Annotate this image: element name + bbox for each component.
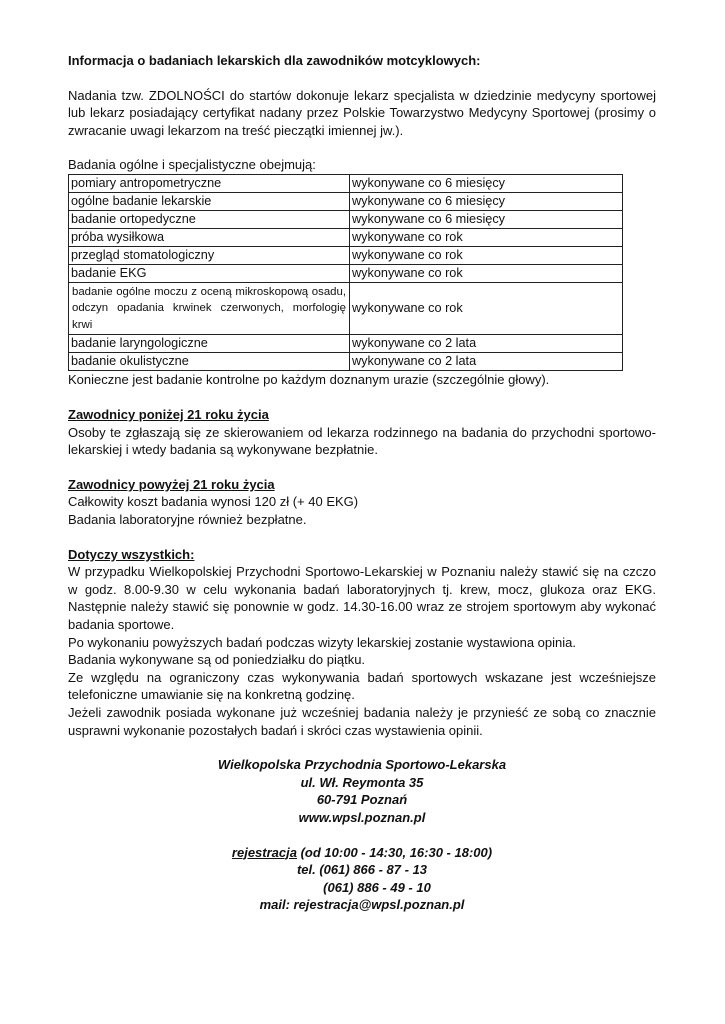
exam-frequency: wykonywane co 2 lata — [350, 335, 623, 353]
page-title: Informacja o badaniach lekarskich dla zawodników motcyklowych: — [68, 53, 481, 68]
all-heading: Dotyczy wszystkich: — [68, 546, 195, 562]
exam-name: badanie ogólne moczu z oceną mikroskopową osadu, odczyn opadania krwinek czerwonych, morfologię krwi — [69, 282, 350, 335]
registration-line — [68, 844, 656, 862]
exam-frequency: wykonywane co 6 miesięcy — [350, 174, 623, 192]
exam-name: badanie ortopedyczne — [69, 210, 350, 228]
clinic-street: ul. Wł. Reymonta 35 — [300, 774, 424, 790]
under21-section — [68, 406, 656, 459]
exams-table — [68, 174, 623, 372]
clinic-city: 60-791 Poznań — [316, 792, 408, 808]
table-row — [69, 174, 623, 192]
clinic-website[interactable]: www.wpsl.poznan.pl — [298, 809, 426, 825]
exam-name: ogólne badanie lekarskie — [69, 192, 350, 210]
clinic-name: Wielkopolska Przychodnia Sportowo-Lekarska — [217, 757, 507, 773]
under21-text: Osoby te zgłaszają się ze skierowaniem od lekarza rodzinnego na badania do przychodni sportowo-lekarskiej i wtedy badania są wykonywane bezpłatnie. — [68, 424, 656, 458]
intro-paragraph: Nadania tzw. ZDOLNOŚCI do startów dokonuje lekarz specjalista w dziedzinie medycyny sportowej lub lekarz posiadający certyfikat nadany przez Polskie Towarzystwo Medycyny Sportowej (prosimy o zwracanie uwagi lekarzom na treść pieczątki imiennej jw.). — [68, 87, 656, 138]
all-paragraph-3: Badania wykonywane są od poniedziałku do piątku. — [68, 652, 366, 668]
exam-frequency: wykonywane co 6 miesięcy — [350, 192, 623, 210]
table-row — [69, 246, 623, 264]
all-section — [68, 546, 656, 740]
table-row — [69, 264, 623, 282]
contact-block — [68, 756, 656, 914]
exam-name: badanie EKG — [69, 264, 350, 282]
table-row — [69, 210, 623, 228]
over21-section — [68, 476, 656, 529]
over21-lab: Badania laboratoryjne również bezpłatne. — [68, 512, 307, 528]
all-paragraph-5: Jeżeli zawodnik posiada wykonane już wcześniej badania należy je przynieść ze sobą co znacznie usprawni wykonanie pozostałych badań i skróci czas wystawienia opinii. — [68, 704, 656, 738]
email-line[interactable]: mail: rejestracja@wpsl.poznan.pl — [259, 897, 465, 913]
document-body — [68, 52, 656, 914]
all-paragraph-2: Po wykonaniu powyższych badań podczas wizyty lekarskiej zostanie wystawiona opinia. — [68, 634, 576, 650]
exam-frequency: wykonywane co rok — [350, 228, 623, 246]
table-row — [69, 228, 623, 246]
phone-2: (061) 886 - 49 - 10 — [323, 879, 431, 895]
exam-frequency: wykonywane co 2 lata — [350, 353, 623, 371]
all-paragraph-4: Ze względu na ograniczony czas wykonywania badań sportowych wskazane jest wcześniejsze telefoniczne umawianie się na konkretną godzinę. — [68, 669, 656, 703]
table-intro: Badania ogólne i specjalistyczne obejmują: — [68, 157, 316, 173]
over21-cost: Całkowity koszt badania wynosi 120 zł (+ 40 EKG) — [68, 494, 359, 510]
control-note: Konieczne jest badanie kontrolne po każdym doznanym urazie (szczególnie głowy). — [68, 372, 550, 388]
table-row — [69, 192, 623, 210]
exam-name: badanie laryngologiczne — [69, 335, 350, 353]
exam-frequency: wykonywane co rok — [350, 246, 623, 264]
registration-hours: (od 10:00 - 14:30, 16:30 - 18:00) — [296, 844, 493, 860]
exam-frequency: wykonywane co rok — [350, 282, 623, 335]
exam-frequency: wykonywane co 6 miesięcy — [350, 210, 623, 228]
registration-label: rejestracja — [231, 844, 297, 860]
under21-heading: Zawodnicy poniżej 21 roku życia — [68, 407, 269, 423]
table-row — [69, 335, 623, 353]
table-row — [69, 353, 623, 371]
phone-1: tel. (061) 866 - 87 - 13 — [296, 862, 428, 878]
exam-name: próba wysiłkowa — [69, 228, 350, 246]
table-row — [69, 282, 623, 335]
exam-frequency: wykonywane co rok — [350, 264, 623, 282]
exam-name: przegląd stomatologiczny — [69, 246, 350, 264]
exam-name: pomiary antropometryczne — [69, 174, 350, 192]
over21-heading: Zawodnicy powyżej 21 roku życia — [68, 476, 275, 492]
all-paragraph-1: W przypadku Wielkopolskiej Przychodni Sportowo-Lekarskiej w Poznaniu należy stawić się na czczo w godz. 8.00-9.30 w celu wykonania badań laboratoryjnych tj. krew, mocz, glukoza oraz EKG. Następnie należy stawić się ponownie w godz. 14.30-16.00 wraz ze strojem sportowym aby wykonać badania sportowe. — [68, 564, 656, 632]
exam-name: badanie okulistyczne — [69, 353, 350, 371]
